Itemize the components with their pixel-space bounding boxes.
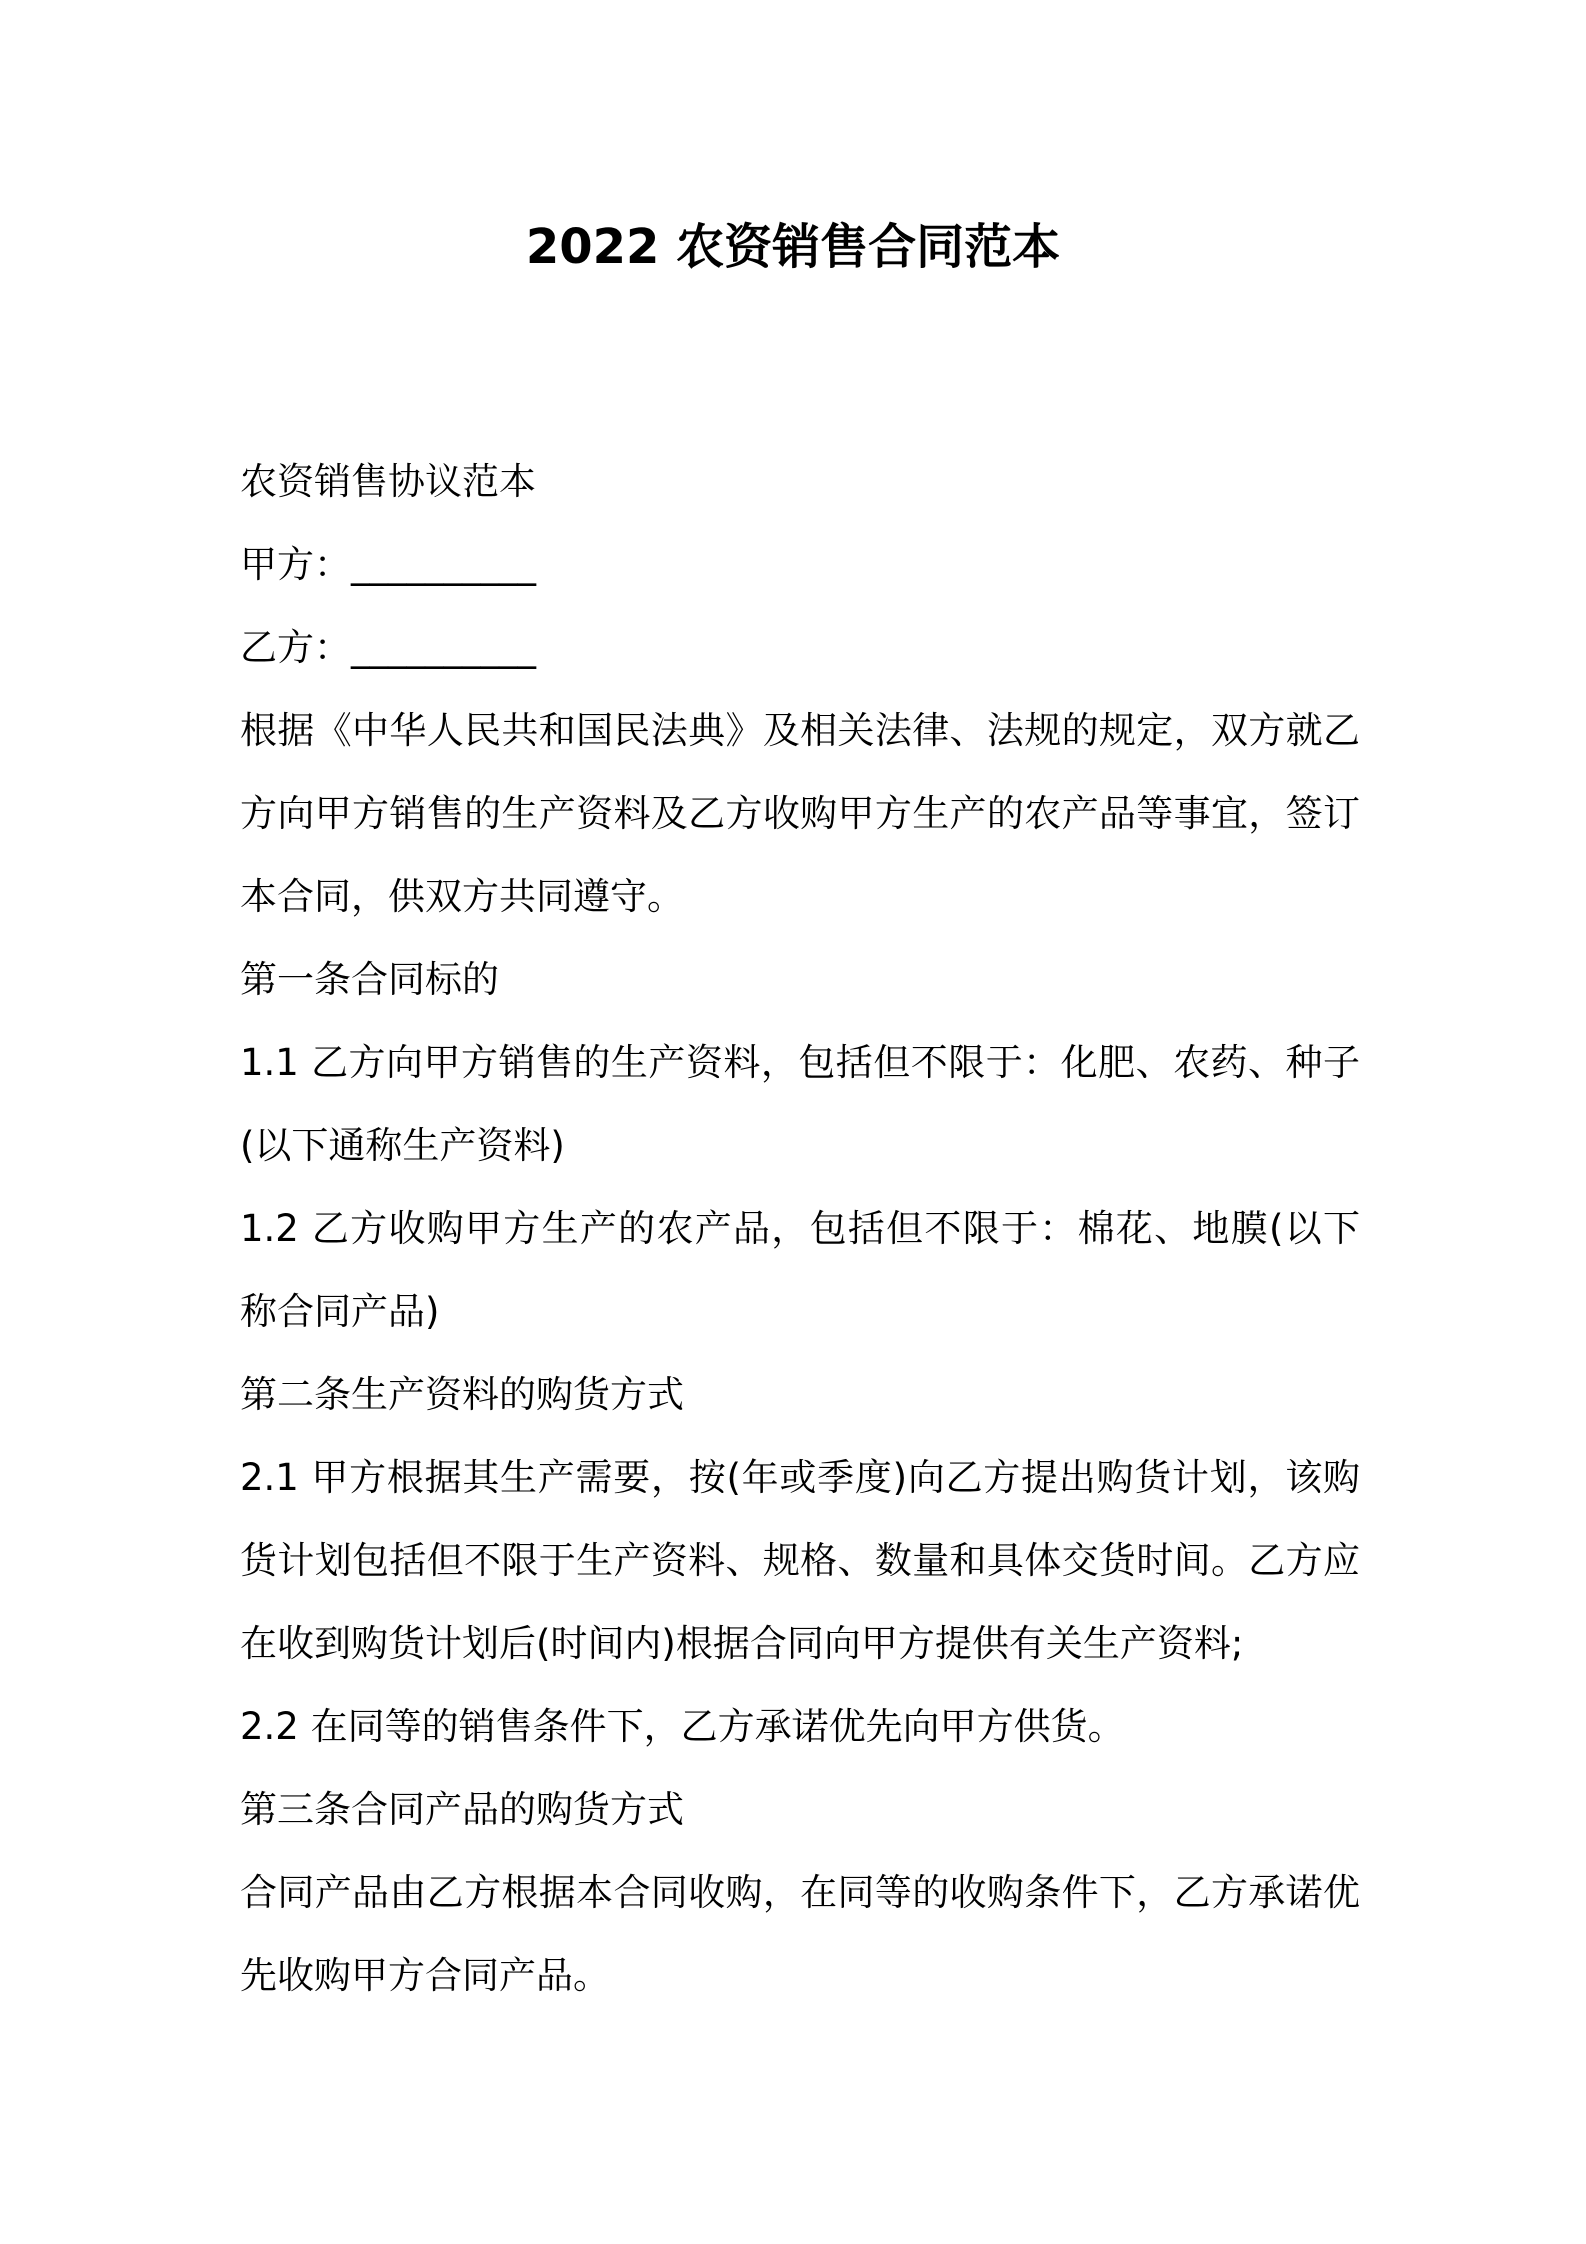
clause-1-1: 1.1 乙方向甲方销售的生产资料，包括但不限于：化肥、农药、种子(以下通称生产资料) <box>240 1041 1360 1167</box>
clause-2-2: 2.2 在同等的销售条件下，乙方承诺优先向甲方供货。 <box>240 1705 1125 1748</box>
article-1-heading: 第一条合同标的 <box>240 958 499 1001</box>
clause-2-1: 2.1 甲方根据其生产需要，按(年或季度)向乙方提出购货计划，该购货计划包括但不限于生产资料、规格、数量和具体交货时间。乙方应在收到购货计划后(时间内)根据合同向甲方提供有关生产资料; <box>240 1456 1360 1665</box>
article-3-heading: 第三条合同产品的购货方式 <box>240 1788 684 1831</box>
article-3-paragraph: 合同产品由乙方根据本合同收购，在同等的收购条件下，乙方承诺优先收购甲方合同产品。 <box>240 1871 1360 1997</box>
article-2-heading: 第二条生产资料的购货方式 <box>240 1373 684 1416</box>
clause-1-2: 1.2 乙方收购甲方生产的农产品，包括但不限于：棉花、地膜(以下称合同产品) <box>240 1207 1360 1333</box>
preamble-paragraph: 根据《中华人民共和国民法典》及相关法律、法规的规定，双方就乙方向甲方销售的生产资料及乙方收购甲方生产的农产品等事宜，签订本合同，供双方共同遵守。 <box>240 709 1360 918</box>
party-a-line: 甲方：__________ <box>240 543 536 586</box>
agreement-subtitle: 农资销售协议范本 <box>240 460 536 503</box>
document-body <box>240 440 1360 2017</box>
document-title: 2022 农资销售合同范本 <box>525 219 1061 275</box>
party-b-line: 乙方：__________ <box>240 626 536 669</box>
